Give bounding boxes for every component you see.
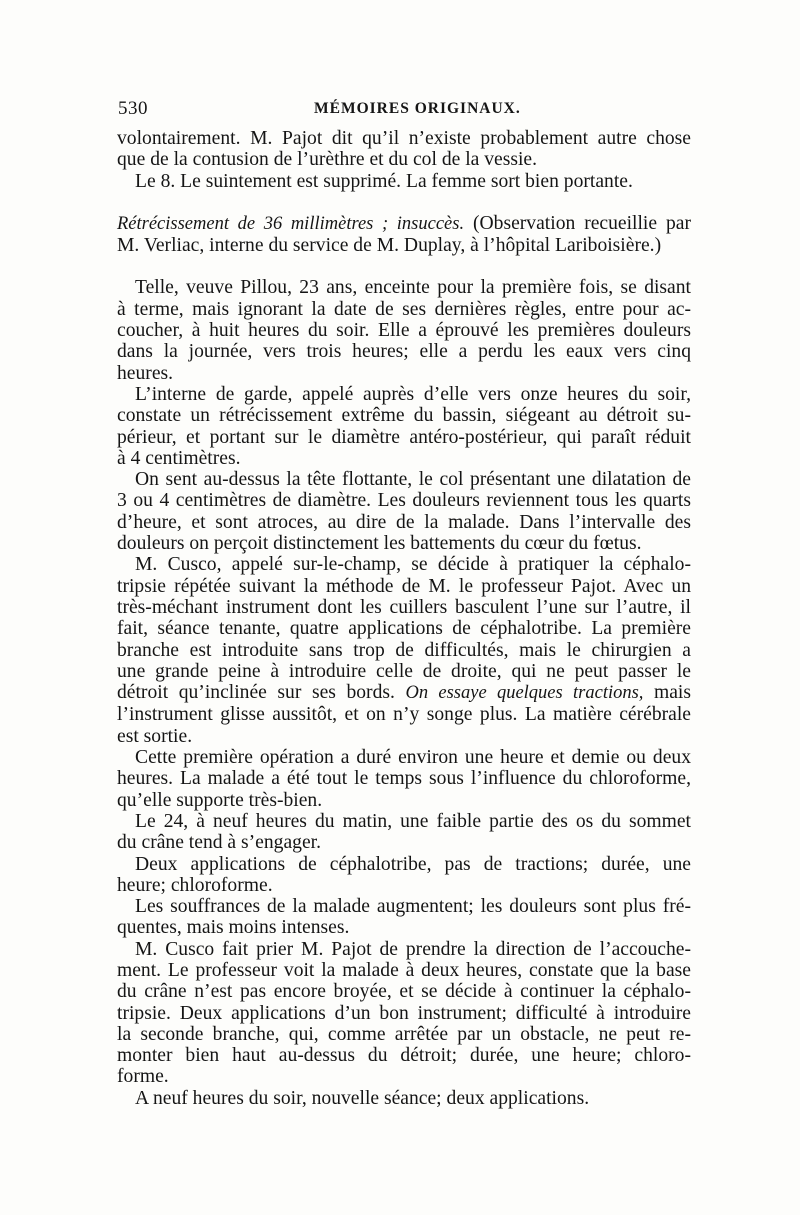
text-line: ment. Le professeur voit la malade à deux heures, constate que la base <box>117 959 691 981</box>
text-line: branche est introduite sans trop de difficultés, mais le chirurgien a <box>117 639 691 661</box>
text-line: d’heure, et sont atroces, au dire de la malade. Dans l’intervalle des <box>117 511 691 533</box>
running-head: MÉMOIRES ORIGINAUX. <box>314 100 521 117</box>
text-line: A neuf heures du soir, nouvelle séance; deux applications. <box>135 1087 590 1109</box>
text-line: forme. <box>117 1066 169 1088</box>
title-line <box>117 213 691 235</box>
text-line: Le 24, à neuf heures du matin, une faible partie des os du sommet <box>135 810 691 832</box>
italic-run: On essaye quelques tractions, <box>405 683 644 704</box>
text-run: mais <box>643 682 691 704</box>
body-text <box>117 128 691 1109</box>
text-line: douleurs on perçoit distinctement les battements du cœur du fœtus. <box>117 533 642 555</box>
text-line: à terme, mais ignorant la date de ses dernières règles, entre pour ac- <box>117 298 691 320</box>
text-line: tripsie. Deux applications d’un bon instrument; difficulté à introduire <box>117 1002 691 1024</box>
paragraph <box>117 939 691 1088</box>
text-line: M. Cusco fait prier M. Pajot de prendre la direction de l’accouche- <box>135 938 691 960</box>
text-line: dans la journée, vers trois heures; elle a perdu les eaux vers cinq <box>117 341 691 363</box>
text-line: Le 8. Le suintement est supprimé. La femme sort bien portante. <box>135 170 633 192</box>
paragraph <box>117 854 691 897</box>
text-line: heures. <box>117 362 174 384</box>
text-run: détroit qu’inclinée sur ses bords. <box>117 682 406 704</box>
text-line: la seconde branche, qui, comme arrêtée par un obstacle, ne peut re- <box>117 1023 691 1045</box>
text-line <box>117 682 691 704</box>
text-line: une grande peine à introduire celle de droite, qui ne peut passer le <box>117 660 691 682</box>
text-line: est sortie. <box>117 725 193 747</box>
paragraph <box>117 277 691 383</box>
paragraph <box>117 469 691 554</box>
text-line: très-méchant instrument dont les cuillers basculent l’une sur l’autre, il <box>117 596 691 618</box>
text-line: M. Cusco, appelé sur-le-champ, se décide à pratiquer la céphalo- <box>135 554 691 576</box>
text-line: 3 ou 4 centimètres de diamètre. Les douleurs reviennent tous les quarts <box>117 490 691 512</box>
paragraph <box>117 747 691 811</box>
text-line: heure; chloroforme. <box>117 874 273 896</box>
text-line: du crâne n’est pas encore broyée, et se décide à continuer la céphalo- <box>117 981 691 1003</box>
text-line: Cette première opération a duré environ une heure et demie ou deux <box>135 747 691 769</box>
observation-title <box>117 213 691 257</box>
text-line: coucher, à huit heures du soir. Elle a éprouvé les premières douleurs <box>117 320 691 342</box>
text-line: l’instrument glisse aussitôt, et on n’y songe plus. La matière cérébrale <box>117 704 691 726</box>
title-rest: (Observation recueillie par <box>464 212 691 234</box>
text-line: tripsie répétée suivant la méthode de M. le professeur Pajot. Avec un <box>117 575 691 597</box>
text-line: monter bien haut au-dessus du détroit; durée, une heure; chloro- <box>117 1045 691 1067</box>
paragraph <box>117 384 691 469</box>
paragraph <box>117 1088 691 1109</box>
paragraph <box>117 128 691 171</box>
text-line: On sent au-dessus la tête flottante, le col présentant une dilatation de <box>135 469 691 491</box>
paragraph <box>117 171 691 192</box>
text-line: Telle, veuve Pillou, 23 ans, enceinte pour la première fois, se disant <box>135 277 691 299</box>
text-line: périeur, et portant sur le diamètre antéro-postérieur, qui paraît réduit <box>117 426 691 448</box>
text-line: Deux applications de céphalotribe, pas de tractions; durée, une <box>135 853 691 875</box>
text-line: heures. La malade a été tout le temps sous l’influence du chloroforme, <box>117 768 691 790</box>
text-line: constate un rétrécissement extrême du bassin, siégeant au détroit su- <box>117 405 691 427</box>
text-line: qu’elle supporte très-bien. <box>117 789 323 811</box>
paragraph <box>117 811 691 854</box>
text-line: fait, séance tenante, quatre applications de céphalotribe. La première <box>117 618 691 640</box>
page-number: 530 <box>118 98 148 119</box>
page-header <box>118 98 693 128</box>
text-line: L’interne de garde, appelé auprès d’elle vers onze heures du soir, <box>135 383 691 405</box>
title-italic: Rétrécissement de 36 millimètres ; insuccès. <box>117 213 465 234</box>
text-line: volontairement. M. Pajot dit qu’il n’existe probablement autre chose <box>117 128 691 149</box>
text-line: à 4 centimètres. <box>117 447 241 469</box>
text-line: que de la contusion de l’urèthre et du col de la vessie. <box>117 149 538 171</box>
text-line: M. Verliac, interne du service de M. Duplay, à l’hôpital Lariboisière.) <box>117 235 662 257</box>
paragraph <box>117 554 691 747</box>
text-line: quentes, mais moins intenses. <box>117 917 350 939</box>
paragraph <box>117 896 691 939</box>
text-line: Les souffrances de la malade augmentent; les douleurs sont plus fré- <box>135 896 691 918</box>
text-line: du crâne tend à s’engager. <box>117 832 322 854</box>
